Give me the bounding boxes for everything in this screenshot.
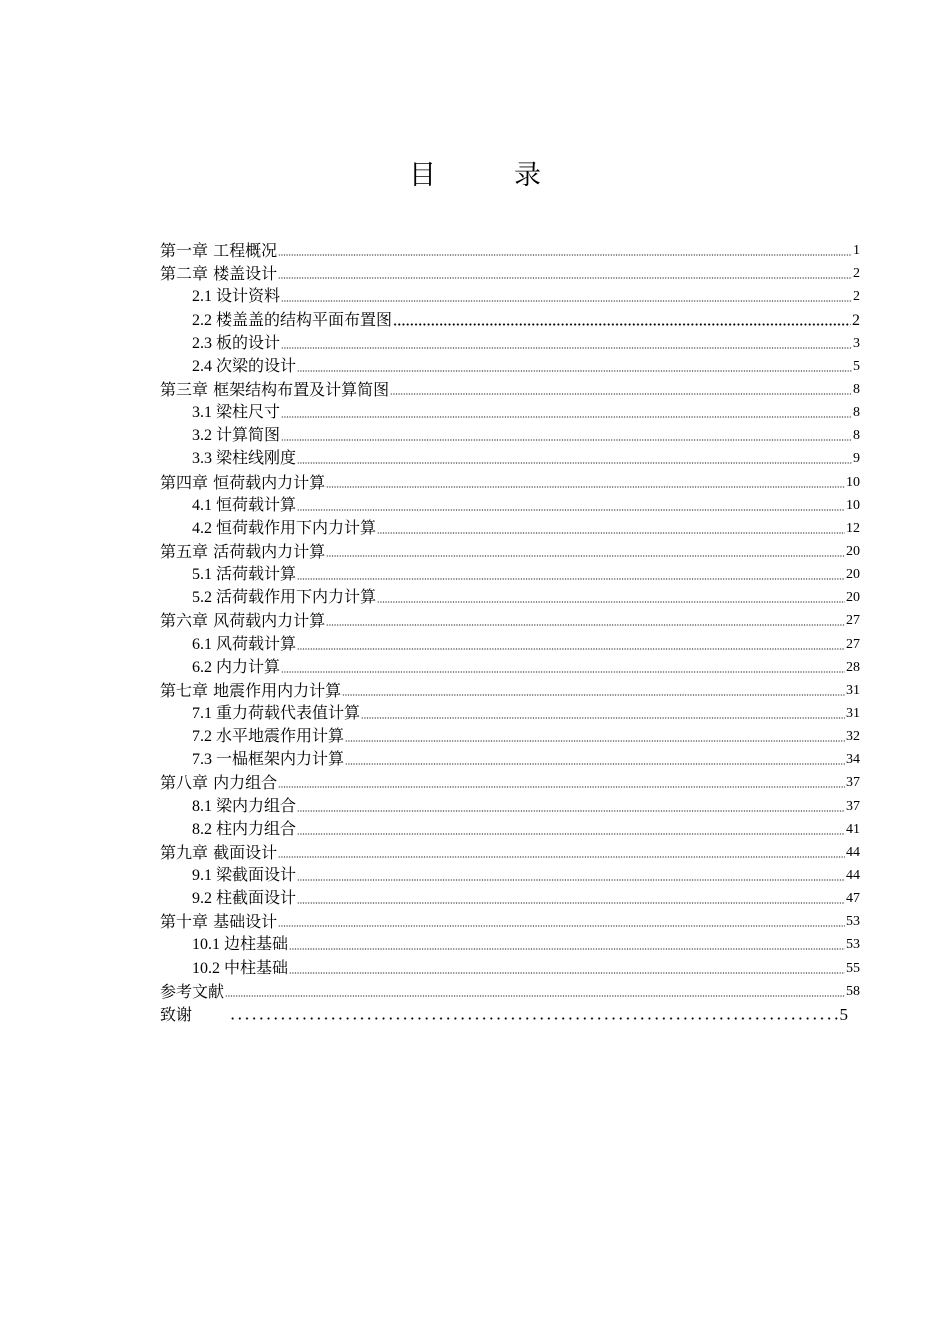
toc-entry-label: 5.2 活荷载作用下内力计算 [192, 589, 377, 607]
toc-entry-page-number: 9 [853, 451, 860, 467]
page-title [0, 153, 950, 192]
toc-entry-page-number: 47 [846, 891, 860, 907]
toc-entry-label: 第二章 楼盖设计 [160, 264, 278, 284]
toc-entry[interactable] [160, 539, 860, 562]
toc-entry-page-number: 8 [853, 428, 860, 444]
toc-entry-label: 6.2 内力计算 [192, 658, 281, 676]
toc-leader-dots [289, 948, 845, 950]
toc-entry-label: 8.2 柱内力组合 [192, 820, 297, 838]
toc-entry[interactable] [160, 909, 860, 932]
toc-entry-page-number: 1 [853, 243, 860, 259]
toc-entry[interactable] [160, 932, 860, 955]
toc-entry[interactable] [160, 423, 860, 446]
toc-entry[interactable] [160, 863, 860, 886]
toc-entry-label: 第四章 恒荷载内力计算 [160, 472, 326, 492]
toc-entry-label: 第八章 内力组合 [160, 773, 278, 793]
toc-entry[interactable] [160, 608, 860, 631]
toc-entry-label: 7.3 一榀框架内力计算 [192, 751, 345, 769]
toc-entry-label: 7.2 水平地震作用计算 [192, 728, 345, 746]
toc-leader-dots [377, 601, 845, 603]
toc-entry[interactable] [160, 886, 860, 909]
toc-entry[interactable] [160, 631, 860, 654]
table-of-contents [160, 238, 860, 1025]
toc-entry-label: 2.2 楼盖盖的结构平面布置图 [192, 311, 393, 329]
toc-leader-dots [281, 300, 852, 302]
title-char-1: 目 [409, 160, 436, 191]
toc-leader-dots [297, 509, 845, 511]
toc-entry[interactable] [160, 770, 860, 793]
toc-leader-dots [225, 995, 845, 997]
toc-leader-dots [297, 810, 845, 812]
toc-leader-dots [297, 833, 845, 835]
toc-entry-label: 9.1 梁截面设计 [192, 866, 297, 884]
toc-entry-label: 第七章 地震作用内力计算 [160, 680, 342, 700]
toc-entry[interactable] [160, 585, 860, 608]
toc-entry[interactable] [160, 516, 860, 539]
toc-entry[interactable] [160, 307, 860, 330]
toc-leader-dots [289, 972, 845, 974]
toc-leader-dots [297, 578, 845, 580]
toc-entry[interactable] [160, 678, 860, 701]
toc-entry-label: 3.1 梁柱尺寸 [192, 404, 281, 422]
toc-entry-page-number: 10 [846, 497, 860, 513]
toc-entry-label: 第三章 框架结构布置及计算简图 [160, 379, 390, 399]
toc-entry-page-number: 2 [852, 311, 860, 329]
toc-entry-page-number: 10 [846, 474, 860, 490]
toc-entry-label: 7.1 重力荷载代表值计算 [192, 704, 361, 722]
toc-leader-dots [345, 740, 845, 742]
toc-leader-dots [278, 925, 845, 927]
toc-leader-dots [278, 254, 852, 256]
toc-entry-page-number: 8 [853, 381, 860, 397]
toc-entry-page-number: 3 [853, 335, 860, 351]
toc-leader-dots [326, 486, 845, 488]
toc-entry-page-number: 31 [846, 705, 860, 721]
toc-entry-label: 第一章 工程概况 [160, 241, 278, 261]
toc-entry-label: 参考文献 [160, 981, 225, 1001]
toc-leader-dots [278, 856, 845, 858]
toc-entry-label: 3.2 计算简图 [192, 427, 281, 445]
toc-entry-page-number: 31 [846, 682, 860, 698]
toc-leader-dots [390, 393, 852, 395]
toc-entry-label: 5.1 活荷载计算 [192, 566, 297, 584]
toc-entry[interactable] [160, 261, 860, 284]
toc-entry[interactable] [160, 354, 860, 377]
toc-entry-page-number: 37 [846, 798, 860, 814]
toc-leader-dots [326, 624, 845, 626]
toc-entry-label: 2.3 板的设计 [192, 334, 281, 352]
toc-leader-dots [393, 323, 851, 326]
toc-entry-page-number: 2 [853, 289, 860, 305]
toc-entry-page-number: 5 [853, 358, 860, 374]
toc-entry-page-number: 20 [846, 543, 860, 559]
toc-entry-page-number: 20 [846, 567, 860, 583]
toc-entry[interactable] [160, 331, 860, 354]
toc-leader-dots [297, 370, 852, 372]
toc-entry[interactable] [160, 955, 860, 978]
toc-entry-page-number: 27 [846, 636, 860, 652]
title-char-2: 录 [514, 160, 541, 191]
toc-entry-label: 第五章 活荷载内力计算 [160, 541, 326, 561]
toc-entry[interactable] [160, 655, 860, 678]
toc-entry-label: 4.1 恒荷载计算 [192, 496, 297, 514]
toc-entry-label: 第九章 截面设计 [160, 842, 278, 862]
toc-entry-page-number: 2 [853, 266, 860, 282]
toc-entry[interactable] [160, 793, 860, 816]
toc-entry-label: 4.2 恒荷载作用下内力计算 [192, 519, 377, 537]
toc-leader-dots [297, 462, 852, 464]
toc-entry-page-number: 34 [846, 752, 860, 768]
toc-leader-dots [297, 879, 845, 881]
toc-entry[interactable] [160, 446, 860, 469]
toc-leader-dots [326, 555, 845, 557]
toc-entry-page-number: 58 [846, 983, 860, 999]
toc-entry-label: 3.3 梁柱线刚度 [192, 450, 297, 468]
toc-entry-page-number: 44 [846, 844, 860, 860]
toc-entry[interactable] [160, 284, 860, 307]
toc-leader-dots [342, 694, 845, 696]
toc-entry[interactable] [160, 493, 860, 516]
toc-entry-page-number: 37 [846, 775, 860, 791]
toc-entry-label: 9.2 柱截面设计 [192, 890, 297, 908]
toc-entry-page-number: 41 [846, 821, 860, 837]
toc-entry[interactable] [160, 238, 860, 261]
toc-leader-dots [281, 347, 852, 349]
toc-entry-page-number: 20 [846, 590, 860, 606]
toc-entry[interactable] [160, 377, 860, 400]
toc-entry-label: 10.1 边柱基础 [192, 936, 289, 954]
toc-entry-page-number: 55 [846, 960, 860, 976]
toc-entry[interactable] [160, 817, 860, 840]
toc-entry-label: 第十章 基础设计 [160, 912, 278, 932]
toc-entry-page-number: 5 [839, 1004, 848, 1024]
toc-leader-dots [345, 763, 845, 765]
toc-entry-page-number: 53 [846, 937, 860, 953]
toc-entry-label: 致谢 [160, 1004, 193, 1024]
toc-entry[interactable] [160, 747, 860, 770]
toc-leader-dots [377, 532, 845, 534]
toc-leader-dots [278, 277, 852, 279]
toc-entry[interactable] [160, 701, 860, 724]
toc-entry[interactable] [160, 724, 860, 747]
toc-leader-dots [297, 902, 845, 904]
toc-leader-dots [297, 648, 845, 650]
toc-entry-page-number: 53 [846, 914, 860, 930]
toc-entry-label: 8.1 梁内力组合 [192, 797, 297, 815]
toc-entry-page-number: 12 [846, 520, 860, 536]
toc-leader-dots [281, 416, 852, 418]
toc-leader-dots [281, 439, 852, 441]
toc-entry[interactable] [160, 1002, 860, 1025]
toc-leader-dots [361, 717, 845, 719]
toc-entry-page-number: 27 [846, 613, 860, 629]
toc-leader-dots [278, 786, 845, 788]
toc-leader-dots [229, 1017, 839, 1020]
toc-entry[interactable] [160, 562, 860, 585]
toc-entry-page-number: 44 [846, 867, 860, 883]
toc-entry-label: 10.2 中柱基础 [192, 959, 289, 977]
toc-entry[interactable] [160, 400, 860, 423]
toc-entry[interactable] [160, 979, 860, 1002]
toc-entry-label: 6.1 风荷载计算 [192, 635, 297, 653]
toc-entry-page-number: 28 [846, 659, 860, 675]
toc-entry-label: 第六章 风荷载内力计算 [160, 611, 326, 631]
toc-leader-dots [281, 671, 845, 673]
toc-entry[interactable] [160, 469, 860, 492]
toc-entry-label: 2.1 设计资料 [192, 288, 281, 306]
toc-entry-label: 2.4 次梁的设计 [192, 357, 297, 375]
toc-entry-page-number: 32 [846, 729, 860, 745]
toc-entry-page-number: 8 [853, 405, 860, 421]
toc-entry[interactable] [160, 840, 860, 863]
